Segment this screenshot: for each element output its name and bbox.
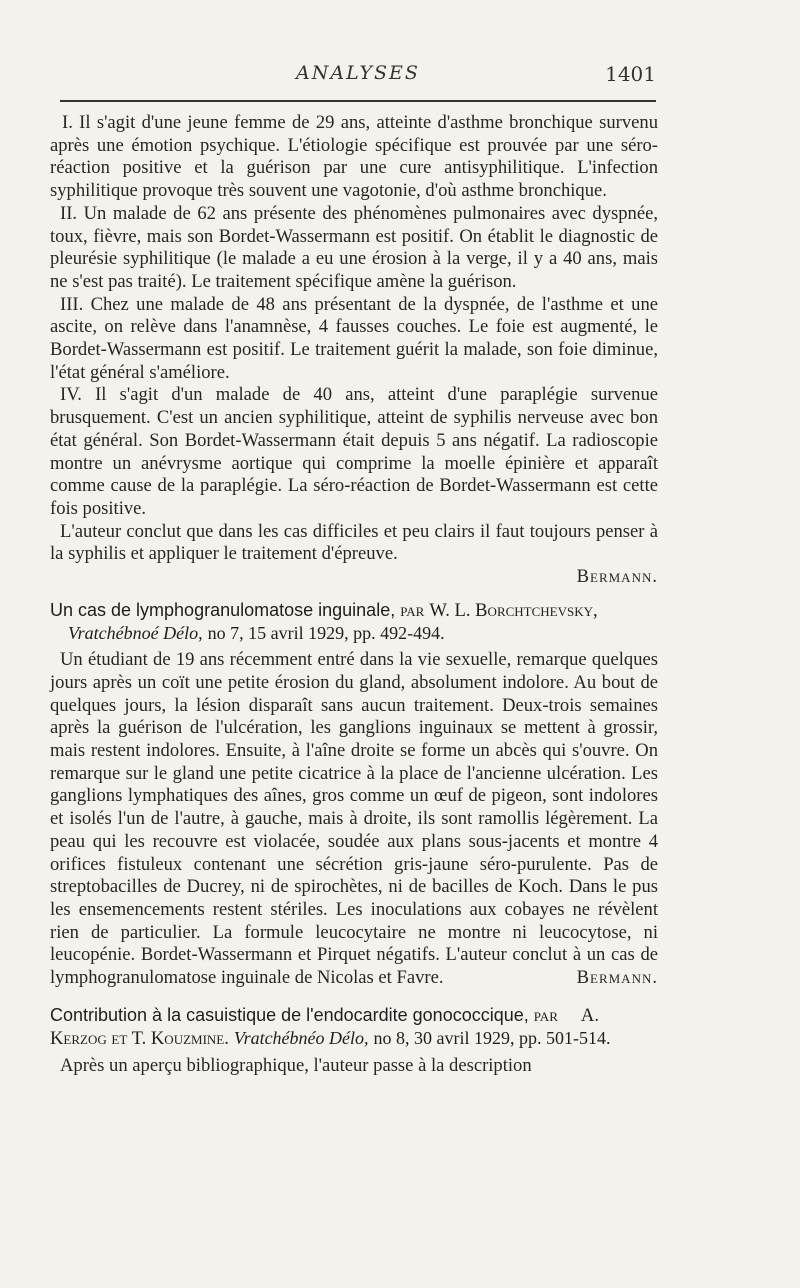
case-paragraph-4: IV. Il s'agit d'un malade de 40 ans, atteint d'une paraplégie survenue brusquement. C'est un ancien syphilitique, atteint de syphilis nerveuse avec bon état général. Son Bordet-Wassermann était depuis 5 ans négatif. La radioscopie montre un anévrysme aortique qui comprime la moelle épinière et apparaît comme cause de la paraplégie. La séro-réaction de Bordet-Wassermann est cette fois positive.	[50, 384, 658, 519]
by-word: par	[533, 1004, 558, 1026]
case-paragraph-2: II. Un malade de 62 ans présente des phénomènes pulmonaires avec dyspnée, toux, fièvre, mais son Bordet-Wassermann est positif. On établit le diagnostic de pleurésie syphilitique (le malade a eu une érosion à la verge, il y a 40 ans, mais ne s'est pas traité). Le traitement spécifique amène la guérison.	[50, 202, 658, 292]
conclusion-paragraph: L'auteur conclut que dans les cas difficiles et peu clairs il faut toujours penser à la syphilis et appliquer le traitement d'épreuve.	[50, 520, 658, 565]
page-number: 1401	[605, 62, 656, 86]
body-text	[50, 112, 658, 1078]
journal-name: Vratchébnoé Délo,	[68, 623, 203, 644]
article-body: Après un aperçu bibliographique, l'auteur passe à la description	[60, 1055, 532, 1077]
article-heading	[50, 1004, 658, 1051]
author: W. L. Borchtchevsky,	[429, 599, 598, 621]
case-paragraph-3: III. Chez une malade de 48 ans présentant de la dyspnée, de l'asthme et une ascite, on relève dans l'anamnèse, 4 fausses couches. Le foie est augmenté, le Bordet-Wassermann est positif. Le traitement guérit la malade, son foie diminue, l'état général s'améliore.	[50, 293, 658, 383]
article-title: Un cas de lymphogranulomatose inguinale,	[50, 599, 396, 620]
citation: no 8, 30 avril 1929, pp. 501-514.	[373, 1028, 611, 1049]
case-paragraph-1: I. Il s'agit d'une jeune femme de 29 ans, atteinte d'asthme bronchique survenu après une émotion psychique. L'étiologie spécifique est prouvée par une séro-réaction positive et la guérison par une cure antisyphilitique. L'infection syphilitique provoque très souvent une vagotonie, d'où asthme bronchique.	[50, 112, 658, 202]
citation: no 7, 15 avril 1929, pp. 492-494.	[207, 623, 445, 644]
by-word: par	[400, 599, 425, 621]
signature: Bermann.	[576, 967, 658, 989]
signature: Bermann.	[576, 566, 658, 588]
header-rule	[60, 100, 656, 102]
journal-name: Vratchébnéo Délo,	[233, 1028, 369, 1049]
page-header	[60, 62, 656, 92]
reference	[50, 623, 445, 643]
running-title: ANALYSES	[296, 62, 420, 84]
article-title: Contribution à la casuistique de l'endocardite gonococcique,	[50, 1004, 529, 1025]
article-body	[50, 649, 658, 990]
article-heading	[50, 599, 658, 645]
authors: A. Kerzog et T. Kouzmine.	[50, 1004, 599, 1050]
article-body-text: Un étudiant de 19 ans récemment entré dans la vie sexuelle, remarque quelques jours après un coït une petite érosion du gland, absolument indolore. Au bout de quelques jours, la lésion disparaît sans aucun traitement. Deux-trois semaines après la guérison de l'ulcération, les ganglions inguinaux se mettent à grossir, mais restent indolores. Ensuite, à l'aîne droite se forme un abcès qui s'ouvre. On remarque sur le gland une petite cicatrice à la place de l'ancienne ulcération. Les ganglions lymphatiques des aînes, gros comme un œuf de pigeon, sont indolores et isolés l'un de l'autre, à gauche, mais à droite, ils sont ramollis légèrement. La peau qui les recouvre est violacée, soudée aux plans sous-jacents et montre 4 orifices fistuleux contenant une sécrétion gris-jaune séro-purulente. Pas de streptobacilles de Ducrey, ni de spirochètes, ni de bacilles de Koch. Dans le pus les ensemencements restent stériles. Les inoculations aux cobayes ne révèlent rien de particulier. La formule leucocytaire ne montre ni leucocytose, ni leucopénie. Bordet-Wassermann et Pirquet négatifs. L'auteur conclut à un cas de lymphogranulomatose inguinale de Nicolas et Favre.	[50, 649, 658, 989]
